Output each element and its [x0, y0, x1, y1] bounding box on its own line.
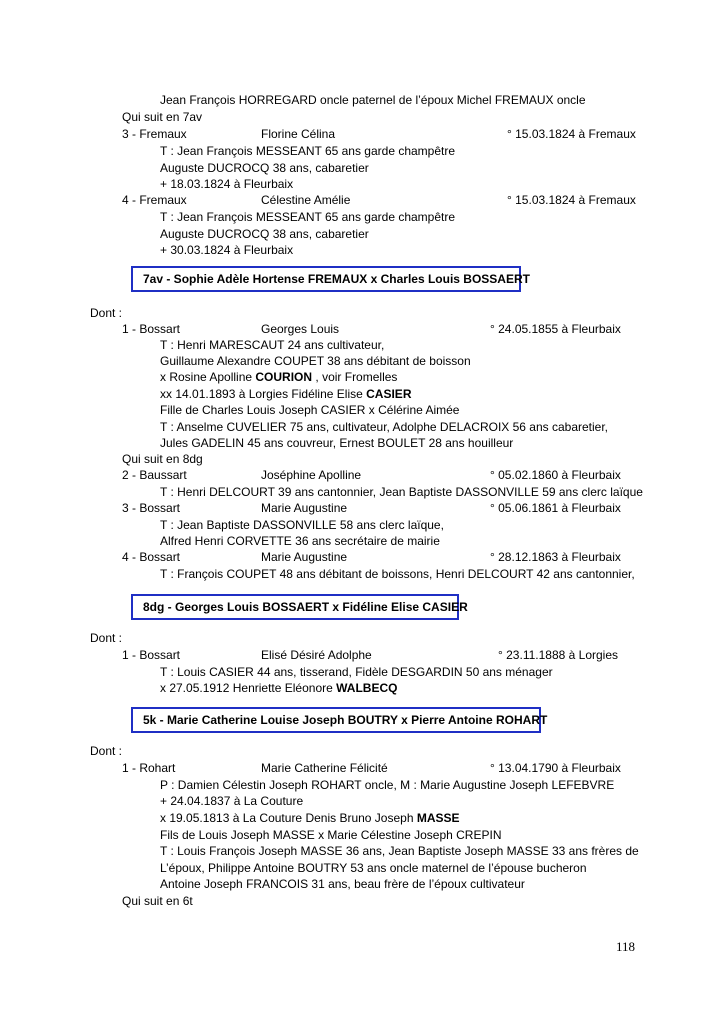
text-line: Auguste DUCROCQ 38 ans, cabaretier [160, 227, 369, 241]
text-segment: x 19.05.1813 à La Couture Denis Bruno Joseph [160, 811, 417, 825]
child-number: 2 - Baussart [122, 468, 187, 482]
child-number: 1 - Bossart [122, 322, 181, 336]
child-birth: ° 15.03.1824 à Fremaux [507, 193, 636, 207]
text-line: Qui suit en 7av [122, 110, 203, 124]
text-line: Alfred Henri CORVETTE 36 ans secrétaire de mairie [160, 534, 440, 548]
text-segment: , voir Fromelles [312, 370, 398, 384]
spouse-surname: COURION [255, 370, 313, 384]
child-number: 1 - Rohart [122, 761, 176, 775]
text-line: T : Anselme CUVELIER 75 ans, cultivateur, Adolphe DELACROIX 56 ans cabaretier, [160, 420, 609, 434]
text-line: T : Henri DELCOURT 39 ans cantonnier, Jean Baptiste DASSONVILLE 59 ans clerc laïque [160, 485, 643, 499]
text-line: T : Louis François Joseph MASSE 36 ans, Jean Baptiste Joseph MASSE 33 ans frères de [160, 844, 639, 858]
text-line: Fille de Charles Louis Joseph CASIER x Célérine Aimée [160, 403, 460, 417]
section-header-8dg: 8dg - Georges Louis BOSSAERT x Fidéline Elise CASIER [131, 594, 459, 620]
text-line: T : Henri MARESCAUT 24 ans cultivateur, [160, 338, 385, 352]
child-birth: ° 15.03.1824 à Fremaux [507, 127, 636, 141]
child-birth: ° 05.02.1860 à Fleurbaix [490, 468, 621, 482]
child-birth: ° 28.12.1863 à Fleurbaix [490, 550, 621, 564]
text-segment: x Rosine Apolline [160, 370, 256, 384]
text-segment: x 27.05.1912 Henriette Eléonore [160, 681, 337, 695]
child-name: Célestine Amélie [261, 193, 351, 207]
text-line: Jules GADELIN 45 ans couvreur, Ernest BOULET 28 ans houilleur [160, 436, 514, 450]
text-line: Fils de Louis Joseph MASSE x Marie Célestine Joseph CREPIN [160, 828, 502, 842]
child-number: 1 - Bossart [122, 648, 181, 662]
page-number: 118 [616, 939, 636, 954]
child-birth: ° 05.06.1861 à Fleurbaix [490, 501, 621, 515]
text-line: T : Jean François MESSEANT 65 ans garde champêtre [160, 210, 456, 224]
child-name: Joséphine Apolline [261, 468, 362, 482]
text-line: Jean François HORREGARD oncle paternel de l’époux Michel FREMAUX oncle [160, 93, 586, 107]
text-line: Dont : [90, 744, 123, 758]
spouse-surname: WALBECQ [336, 681, 398, 695]
text-line: T : François COUPET 48 ans débitant de boissons, Henri DELCOURT 42 ans cantonnier, [160, 567, 635, 581]
child-name: Georges Louis [261, 322, 340, 336]
text-line [160, 370, 397, 384]
text-line: T : Louis CASIER 44 ans, tisserand, Fidèle DESGARDIN 50 ans ménager [160, 665, 553, 679]
section-header-7av: 7av - Sophie Adèle Hortense FREMAUX x Charles Louis BOSSAERT [131, 266, 521, 292]
text-line: Guillaume Alexandre COUPET 38 ans débitant de boisson [160, 354, 471, 368]
child-birth: ° 24.05.1855 à Fleurbaix [490, 322, 621, 336]
child-name: Florine Célina [261, 127, 336, 141]
child-birth: ° 13.04.1790 à Fleurbaix [490, 761, 621, 775]
child-name: Marie Catherine Félicité [261, 761, 388, 775]
text-line: + 24.04.1837 à La Couture [160, 794, 304, 808]
text-line: + 18.03.1824 à Fleurbaix [160, 177, 294, 191]
text-line [160, 681, 397, 695]
text-line: T : Jean François MESSEANT 65 ans garde champêtre [160, 144, 456, 158]
child-number: 3 - Fremaux [122, 127, 187, 141]
text-line: L’époux, Philippe Antoine BOUTRY 53 ans oncle maternel de l’épouse bucheron [160, 861, 587, 875]
section-header-5k: 5k - Marie Catherine Louise Joseph BOUTRY x Pierre Antoine ROHART [131, 707, 541, 733]
child-birth: ° 23.11.1888 à Lorgies [498, 648, 618, 662]
text-line: P : Damien Célestin Joseph ROHART oncle, M : Marie Augustine Joseph LEFEBVRE [160, 778, 615, 792]
spouse-surname: MASSE [416, 811, 460, 825]
child-name: Marie Augustine [261, 550, 348, 564]
text-line: Qui suit en 8dg [122, 452, 203, 466]
text-line [160, 387, 411, 401]
text-line: Qui suit en 6t [122, 894, 193, 908]
text-line [160, 811, 460, 825]
spouse-surname: CASIER [366, 387, 412, 401]
child-number: 4 - Bossart [122, 550, 181, 564]
text-line: + 30.03.1824 à Fleurbaix [160, 243, 294, 257]
text-line: Auguste DUCROCQ 38 ans, cabaretier [160, 161, 369, 175]
text-line: Dont : [90, 306, 123, 320]
child-number: 4 - Fremaux [122, 193, 187, 207]
text-line: Antoine Joseph FRANCOIS 31 ans, beau frère de l’époux cultivateur [160, 877, 525, 891]
child-name: Elisé Désiré Adolphe [261, 648, 372, 662]
child-name: Marie Augustine [261, 501, 348, 515]
text-line: Dont : [90, 631, 123, 645]
child-number: 3 - Bossart [122, 501, 181, 515]
text-segment: xx 14.01.1893 à Lorgies Fidéline Elise [160, 387, 367, 401]
text-line: T : Jean Baptiste DASSONVILLE 58 ans clerc laïque, [160, 518, 444, 532]
